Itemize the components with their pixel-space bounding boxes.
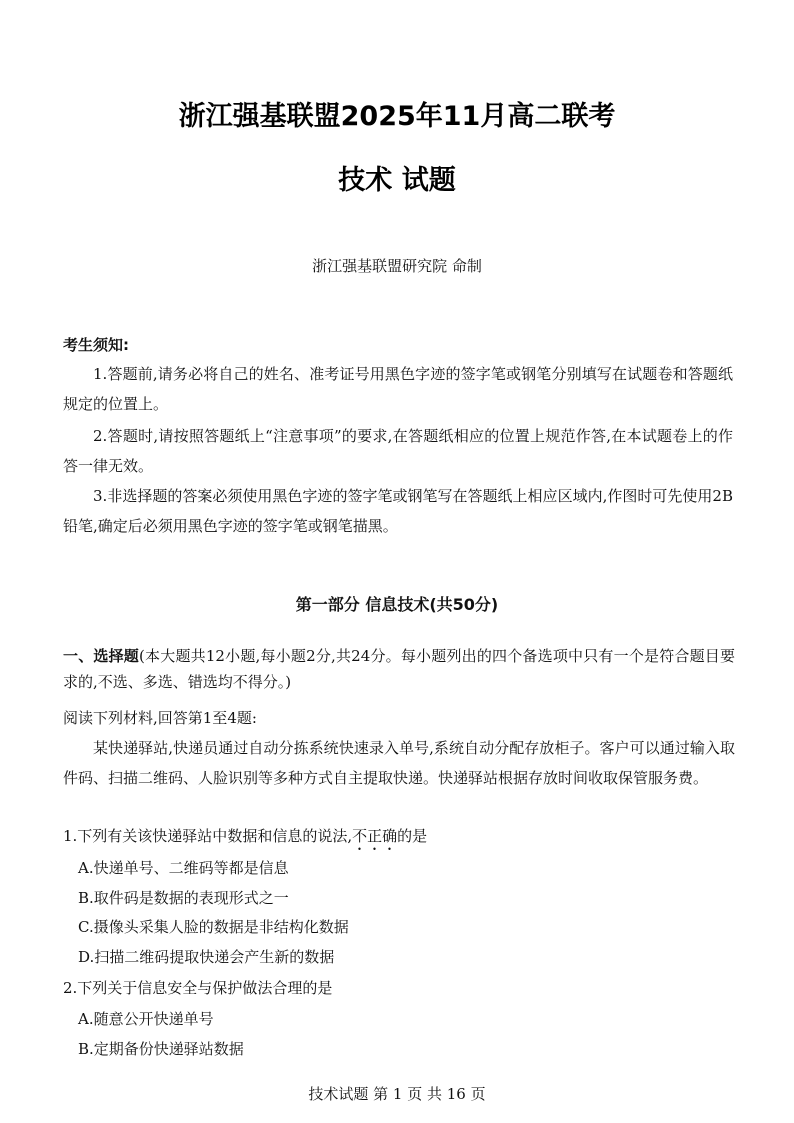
issuer-line: 浙江强基联盟研究院 命制 (312, 257, 482, 275)
question-1-stem-suffix: 的是 (397, 827, 428, 845)
notice-item-3: 3.非选择题的答案必须使用黑色字迹的签字笔或钢笔写在答题纸上相应区域内,作图时可先使用2B铅笔,确定后必须用黑色字迹的签字笔或钢笔描黑。 (63, 487, 733, 535)
page-footer: 技术试题 第 1 页 共 16 页 (308, 1085, 486, 1103)
question-1-stem-prefix: 1.下列有关该快递驿站中数据和信息的说法, (63, 827, 353, 845)
notice-heading: 考生须知: (63, 336, 129, 354)
notice-item-1: 1.答题前,请务必将自己的姓名、准考证号用黑色字迹的签字笔或钢笔分别填写在试题卷和答题纸规定的位置上。 (63, 365, 733, 413)
subject-title: 技术 试题 (338, 165, 456, 196)
question-2-option-a: A.随意公开快递单号 (78, 1010, 214, 1028)
question-1-stem-emphasis: 不正确 (352, 827, 398, 845)
question-1-option-a: A.快递单号、二维码等都是信息 (78, 859, 289, 877)
question-1-option-c: C.摄像头采集人脸的数据是非结构化数据 (78, 918, 349, 936)
question-2-stem (63, 975, 332, 1001)
notice-item-2: 2.答题时,请按照答题纸上“注意事项”的要求,在答题纸相应的位置上规范作答,在本试题卷上的作答一律无效。 (63, 427, 733, 475)
question-2-stem-prefix: 2.下列关于信息安全与保护做法合理的是 (63, 979, 333, 997)
part-heading: 第一部分 信息技术(共50分) (295, 595, 499, 614)
section-description: (本大题共12小题,每小题2分,共24分。每小题列出的四个备选项中只有一个是符合题目要求的,不选、多选、错选均不得分。) (63, 647, 735, 691)
question-2-option-b: B.定期备份快递驿站数据 (78, 1040, 244, 1058)
section-label: 一、选择题 (63, 647, 139, 665)
reading-material: 某快递驿站,快递员通过自动分拣系统快速录入单号,系统自动分配存放柜子。客户可以通过输入取件码、扫描二维码、人脸识别等多种方式自主提取快递。快递驿站根据存放时间收取保管服务费。 (63, 739, 735, 787)
question-1-option-b: B.取件码是数据的表现形式之一 (78, 889, 289, 907)
question-1-option-d: D.扫描二维码提取快递会产生新的数据 (78, 948, 335, 966)
section-intro (63, 643, 735, 695)
question-1-stem (63, 823, 427, 854)
read-prompt: 阅读下列材料,回答第1至4题: (63, 709, 257, 727)
exam-title: 浙江强基联盟2025年11月高二联考 (178, 101, 616, 132)
